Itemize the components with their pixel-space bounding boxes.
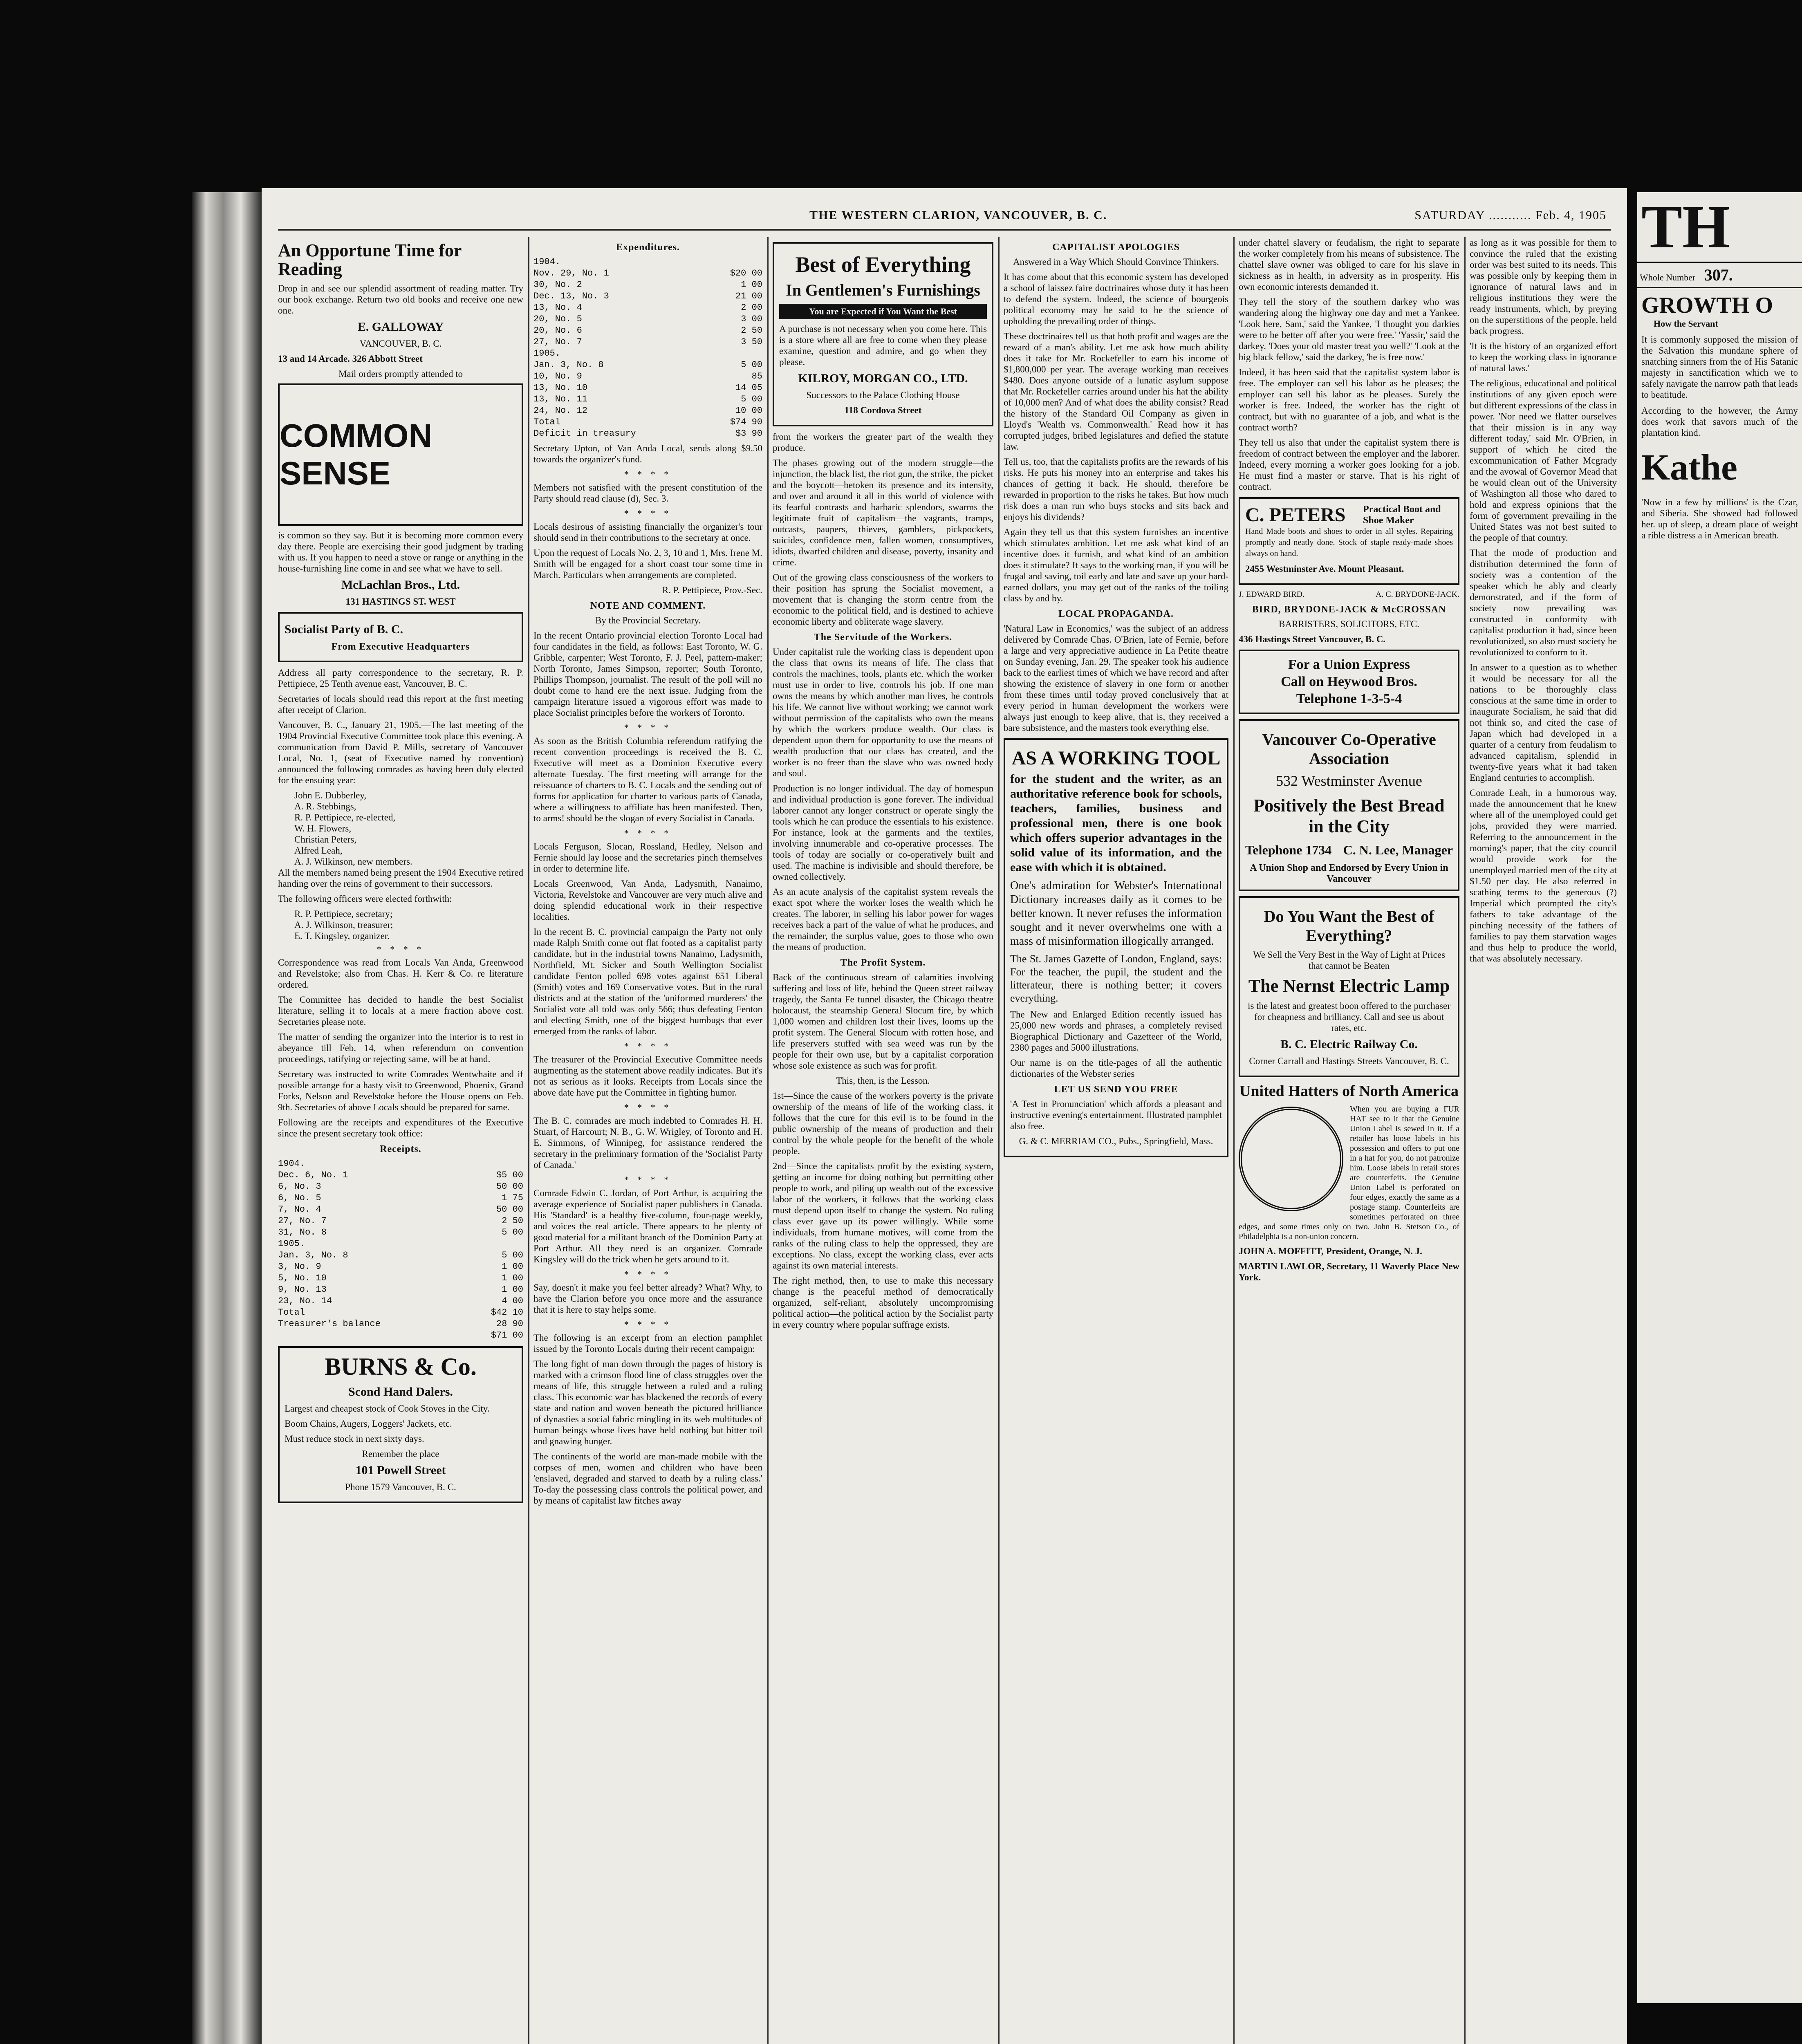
- article-text: That the mode of production and distribution determined the form of society was a contention of the speaker which he ably and clearly demonstrated, and if the form of society now prevailing was constructed in conformity with capitalist production it had, since been revolutionized, so also must society be revolutionized to conform to it.: [1470, 548, 1617, 657]
- ledger-amount: 5 00: [741, 360, 762, 370]
- separator: * * * *: [624, 828, 672, 838]
- article-text: Back of the continuous stream of calamities involving suffering and loss of life, behind the Queen street railway tragedy, the Santa Fe tunnel disaster, the Chicago theatre holocaust, the steamship General Slocum fire, by which 1,000 women and children lost their lives, looms up the profit system. The General Slocum with rotten hose, and life preservers stuffed with sea weed was run by the people for their own use, but by a capitalist corporation whose sole existence as such was for profit.: [773, 972, 993, 1071]
- notes-heading: NOTE AND COMMENT.: [590, 601, 706, 611]
- ledger-amount: 2 50: [502, 1216, 523, 1226]
- express-line: For a Union Express: [1288, 657, 1410, 672]
- ledger-row: [533, 382, 762, 394]
- ledger-label: Dec. 13, No. 3: [533, 291, 609, 301]
- column-rule: [1464, 237, 1466, 2044]
- ledger-label: Total: [278, 1307, 305, 1318]
- article-text: They tell us also that under the capitalist system there is freedom of contract between the employer and the laborer. Indeed, every morning a worker goes looking for a job. He must find a master or starve. That is his right of contract.: [1239, 437, 1459, 492]
- spbc-text: All the members named being present the 1904 Executive retired handing over the reins of government to their successors.: [278, 867, 523, 889]
- kilroy-body: A purchase is not necessary when you come here. This is a store where all are free to come when they please examine, question and admire, and go when they please.: [779, 324, 987, 367]
- ledger-row: [278, 1192, 523, 1204]
- facing-page-title: TH: [1641, 193, 1730, 261]
- separator: * * * *: [624, 1041, 672, 1051]
- ledger-label: 1904.: [278, 1159, 305, 1169]
- article-text: The right method, then, to use to make this necessary change is the peaceful method of democratically organized, self-reliant, absolutely uncompromising political action—the political action by the Socialist party in every country where popular suffrage exists.: [773, 1275, 993, 1330]
- peters-subtitle: Practical Boot and Shoe Maker: [1363, 504, 1441, 526]
- article-text: As soon as the British Columbia referendum ratifying the recent convention proceedings is received the B. C. Executive will meet as a Dominion Executive every alternate Tuesday. The first meeting will arrange for the reissuance of charters to B. C. Locals and the sending out of forms for application for charter to various parts of Canada, where a willingness to affiliate has been manifested. Then, to arms! should be the slogan of every Socialist in Canada.: [533, 736, 762, 823]
- ledger-row: [533, 291, 762, 302]
- column-3: [773, 237, 993, 2044]
- ledger-row: [278, 1181, 523, 1192]
- kilroy-address: 118 Cordova Street: [844, 405, 922, 415]
- article-text: These doctrinaires tell us that both profit and wages are the reward of a man's ability. Let me ask how much ability does it take for Mr. Rockefeller to earn his income of $1,800,000 per year. The average working man receives $480. Does anyone outside of a lunatic asylum suppose that Mr. Rockefeller carries around under his hat the ability of 10,000 men? And of what does the ability consist? Read the history of the Standard Oil Company as given in Lloyd's 'Wealth vs. Commonwealth.' Read how it has corrupted judges, bribed legislatures and defied the statute law.: [1004, 331, 1228, 452]
- list-item: Christian Peters,: [294, 834, 357, 845]
- article-text: Out of the growing class consciousness of the workers to their position has sprung the Socialist movement, a movement that is changing the storm centre from the economic to the political field, and is destined to achieve economic liberty and obliterate wage slavery.: [773, 572, 993, 627]
- issue-label: Whole Number: [1640, 272, 1696, 282]
- ledger-row: [278, 1307, 523, 1318]
- nernst-name: The Nernst Electric Lamp: [1248, 976, 1450, 996]
- facing-headline: GROWTH O: [1641, 293, 1773, 318]
- list-item: R. P. Pettipiece, secretary;: [294, 909, 393, 919]
- spbc-text: The matter of sending the organizer into the interior is to rest in abeyance till Feb. 14, when referendum on convention proceedings, ratifying or rejecting same, will be at hand.: [278, 1032, 523, 1064]
- ledger-row: [533, 428, 762, 439]
- ledger-label: Deficit in treasury: [533, 428, 636, 439]
- partner-name: J. EDWARD BIRD.: [1239, 590, 1305, 599]
- hatters-signature: MARTIN LAWLOR, Secretary, 11 Waverly Place New York.: [1239, 1261, 1459, 1282]
- spbc-text: Vancouver, B. C., January 21, 1905.—The last meeting of the 1904 Provincial Executive Committee took place this evening. A communication from David P. Mills, secretary of Vancouver Local, No. 1, (seat of Executive named by convention) announced the following comrades as having been duly elected for the ensuing year:: [278, 720, 523, 785]
- ledger-label: 23, No. 14: [278, 1296, 332, 1306]
- facing-page: [1637, 192, 1802, 2003]
- galloway-city: VANCOUVER, B. C.: [359, 338, 442, 349]
- galloway-heading: An Opportune Time for Reading: [278, 240, 462, 279]
- hatters-heading: United Hatters of North America: [1239, 1083, 1459, 1100]
- peters-ad: [1239, 497, 1459, 585]
- article-text: Under capitalist rule the working class is dependent upon the class that owns its means of life. The class that controls the machines, tools, plants etc. which the worker must use in order to live, controls his job. If one man owns the means by which another man lives, he controls his life. We cannot live without working; we cannot work without permission of the capitalists who own the means by which the workers produce wealth. Our class is dependent upon them for opportunity to use the means of wealth production that our class has created, and the worker is no freer than the slave who was owned body and soul.: [773, 647, 993, 778]
- coop-ad: [1239, 719, 1459, 891]
- receipts-heading: Receipts.: [380, 1144, 421, 1154]
- ledger-amount: 50 00: [496, 1181, 523, 1192]
- ledger-label: 20, No. 6: [533, 325, 582, 336]
- separator: * * * *: [624, 722, 672, 733]
- ledger-row: [533, 417, 762, 428]
- separator: * * * *: [624, 508, 672, 518]
- article-text: 'Natural Law in Economics,' was the subject of an address delivered by Comrade Chas. O'Brien, late of Fernie, before a large and very appreciative audience in La Petite theatre on Sunday evening, Jan. 29. The speaker took his audience back to the earliest times of which we have record and after showing the existence of slavery in one form or another from these times until today proved conclusively that at every period in human development the workers were always just enough to keep alive, that is, they received a bare subsistence, and the masters took everything else.: [1004, 623, 1228, 733]
- ledger-label: Treasurer's balance: [278, 1319, 381, 1329]
- ledger-label: 13, No. 10: [533, 383, 588, 393]
- ledger-label: 6, No. 5: [278, 1193, 321, 1203]
- column-2: [533, 237, 762, 2044]
- ledger-amount: $5 00: [496, 1170, 523, 1180]
- spbc-subheading: From Executive Headquarters: [331, 641, 470, 652]
- galloway-ad: [278, 241, 523, 379]
- ledger-amount: 85: [751, 371, 762, 381]
- ledger-amount: 4 00: [502, 1296, 523, 1306]
- issue-number: 307.: [1704, 266, 1733, 284]
- burns-body: Largest and cheapest stock of Cook Stoves in the City.: [285, 1403, 490, 1414]
- ledger-row: [278, 1158, 523, 1170]
- ledger-amount: 1 00: [502, 1284, 523, 1295]
- article-text: Production is no longer individual. The day of homespun and individual production is gone forever. The individual laborer cannot any longer construct or operate singly the tools which he can produce the essentials to his existence. For instance, look at the garments and the textiles, involving innumerable and co-operative processes. The tools of today are socially or co-operatively built and used. The machine is indivisible and should therefore, be owned collectively.: [773, 783, 993, 882]
- list-item: John E. Dubberley,: [294, 790, 367, 800]
- ledger-amount: $20 00: [730, 268, 762, 278]
- ledger-label: 20, No. 5: [533, 314, 582, 324]
- ledger-row: [533, 279, 762, 291]
- column-1: [278, 237, 523, 2044]
- mclachlan-firm: McLachlan Bros., Ltd.: [341, 578, 460, 592]
- ledger-row: [533, 336, 762, 348]
- article-text: The phases growing out of the modern struggle—the injunction, the black list, the riot gun, the strike, the picket and the boycott—betoken its presence and its intensity, and over and around it all in this world of violence with its fearful contrasts and barbaric splendors, swarms the legitimate fruit of capitalism—the vagrants, tramps, outcasts, paupers, thieves, gamblers, pickpockets, suicides, confidence men, fallen women, consumptives, idiots, dwarfed children and disease, poverty, insanity and crime.: [773, 458, 993, 567]
- ledger-row: [533, 302, 762, 314]
- ledger-row: [278, 1204, 523, 1215]
- column-rule: [998, 237, 1000, 2044]
- burns-subtitle: Scond Hand Dalers.: [348, 1385, 453, 1399]
- ledger-label: Jan. 3, No. 8: [533, 360, 604, 370]
- column-rule: [767, 237, 769, 2044]
- ledger-amount: 10 00: [735, 406, 762, 416]
- webster-body: One's admiration for Webster's International Dictionary increases daily as it comes to be better known. It never refuses the information sought and it never overwhelms one with a mass of misinformation illogically arranged.: [1010, 879, 1222, 948]
- ledger-amount: 5 00: [502, 1250, 523, 1260]
- law-firm-name: BIRD, BRYDONE-JACK & McCROSSAN: [1252, 604, 1446, 615]
- list-item: R. P. Pettipiece, re-elected,: [294, 812, 396, 823]
- ledger-amount: 2 50: [741, 325, 762, 336]
- common-sense-body: is common so they say. But it is becoming more common every day there. People are exercising their good judgment by trading with us. If you happen to need a stove or range or anything in the house-furnishing line come in and see what we have to sell.: [278, 530, 523, 574]
- ledger-row: [278, 1318, 523, 1330]
- peters-address: 2455 Westminster Ave. Mount Pleasant.: [1245, 564, 1404, 574]
- spbc-heading: Socialist Party of B. C.: [285, 623, 403, 636]
- separator: * * * *: [624, 1102, 672, 1112]
- ledger-row: [533, 325, 762, 336]
- ledger-amount: 3 00: [741, 314, 762, 324]
- law-firm-sub: BARRISTERS, SOLICITORS, ETC.: [1279, 619, 1419, 629]
- ledger-amount: 28 90: [496, 1319, 523, 1329]
- burns-body: Boom Chains, Augers, Loggers' Jackets, etc.: [285, 1419, 452, 1429]
- galloway-body: Drop in and see our splendid assortment of reading matter. Try our book exchange. Return two old books and receive one new one.: [278, 283, 523, 316]
- ledger-label: 9, No. 13: [278, 1284, 327, 1295]
- ledger-label: 27, No. 7: [533, 337, 582, 347]
- webster-free: LET US SEND YOU FREE: [1054, 1084, 1178, 1095]
- burns-phone: Phone 1579 Vancouver, B. C.: [345, 1482, 456, 1492]
- webster-body: The New and Enlarged Edition recently issued has 25,000 new words and phrases, a completely revised Biographical Dictionary and Gazetteer of the World, 2380 pages and 5000 illustrations.: [1010, 1009, 1222, 1053]
- common-sense-logo: COMMON SENSE: [278, 383, 523, 526]
- list-item: E. T. Kingsley, organizer.: [294, 931, 390, 941]
- article-text: under chattel slavery or feudalism, the right to separate the worker completely from his means of subsistence. The chattel slave owner was obliged to care for his slave in sickness as in health, in adversity as in prosperity. His own economic interests demanded it.: [1239, 238, 1459, 292]
- ledger-row: [278, 1330, 523, 1341]
- spbc-text: Secretaries of locals should read this report at the first meeting after receipt of Clarion.: [278, 694, 523, 715]
- column-rule: [528, 237, 529, 2044]
- list-item: A. J. Wilkinson, new members.: [294, 856, 412, 867]
- bcer-name: B. C. Electric Railway Co.: [1280, 1038, 1418, 1051]
- article-text: 'It is the history of an organized effort to keep the working class in ignorance of natural laws.': [1470, 341, 1617, 373]
- member-list: [278, 790, 523, 867]
- ledger-amount: 3 50: [741, 337, 762, 347]
- kilroy-note: Successors to the Palace Clothing House: [806, 390, 960, 400]
- article-text: In answer to a question as to whether it would be necessary for all the nations to be thoroughly class conscious at the same time in order to inaugurate Socialism, he said that did not think so, and cited the case of Japan which had developed in a quarter of a century from feudalism to advanced capitalism, splendid in twenty-five years what it had taken England centuries to accomplish.: [1470, 662, 1617, 783]
- galloway-name: E. GALLOWAY: [357, 320, 444, 334]
- coop-heading: Vancouver Co-Operative Association: [1262, 730, 1436, 768]
- article-text: Secretary Upton, of Van Anda Local, sends along $9.50 towards the organizer's fund.: [533, 443, 762, 464]
- article-text: This, then, is the Lesson.: [836, 1076, 930, 1086]
- article-text: Locals Ferguson, Slocan, Rossland, Hedley, Nelson and Fernie should lay loose and the secretaries pinch themselves in order to determine life.: [533, 841, 762, 874]
- ledger-amount: 1 75: [502, 1193, 523, 1203]
- nernst-ad: [1239, 896, 1459, 1077]
- ledger-row: [533, 256, 762, 268]
- ledger-row: [278, 1273, 523, 1284]
- webster-body: The St. James Gazette of London, England, says: For the teacher, the pupil, the student and the litterateur, there is nothing better; it covers everything.: [1010, 953, 1222, 1004]
- webster-body: for the student and the writer, as an authoritative reference book for schools, teachers, families, business and professional men, there is one book which offers superior advantages in the solid value of its information, and the ease with which it is obtained.: [1010, 772, 1222, 874]
- ledger-label: 13, No. 11: [533, 394, 588, 404]
- galloway-note: Mail orders promptly attended to: [338, 369, 463, 379]
- article-text: As an acute analysis of the capitalist system reveals the exact spot where the worker loses the wealth which he creates. The laborer, in selling his labor power for wages receives back a part of the value of what he produces, and the remainder, the surplus value, goes to those who own the means of production.: [773, 887, 993, 952]
- ledger-row: [278, 1284, 523, 1295]
- expenditures-heading: Expenditures.: [616, 242, 680, 253]
- ledger-amount: 5 00: [502, 1227, 523, 1237]
- coop-slogan: Positively the Best Bread in the City: [1253, 796, 1445, 836]
- facing-headline: Kathe: [1641, 447, 1737, 488]
- ledger-amount: $71 00: [491, 1330, 523, 1340]
- section-heading: The Profit System.: [840, 957, 926, 968]
- column-4: [1004, 237, 1228, 2044]
- article-text: The B. C. comrades are much indebted to Comrades H. H. Stuart, of Harcourt; N. B., G. W. Wrigley, of Toronto and H. E. Simmons, of Winnipeg, for assistance rendered the secretary in the preliminary formation of the 'Socialist Party of Canada.': [533, 1116, 762, 1170]
- ledger-amount: 1 00: [502, 1262, 523, 1272]
- kilroy-subheading: In Gentlemen's Furnishings: [786, 281, 980, 299]
- ledger-amount: 50 00: [496, 1204, 523, 1215]
- ledger-row: [278, 1261, 523, 1273]
- article-text: Say, doesn't it make you feel better already? What? Why, to have the Clarion before you once more and the assurance that it is here to stay helps some.: [533, 1282, 762, 1315]
- section-heading: LOCAL PROPAGANDA.: [1058, 609, 1174, 619]
- coop-address: 532 Westminster Avenue: [1276, 773, 1422, 789]
- ledger-row: [278, 1227, 523, 1238]
- coop-manager: C. N. Lee, Manager: [1343, 843, 1453, 857]
- list-item: A. J. Wilkinson, treasurer;: [294, 920, 393, 930]
- article-text: The continents of the world are man-made mobile with the corpses of men, women and children who have been 'enslaved, degraded and starved to death by a ruling class.' To-day the possessing class controls the political power, and by means of capitalist law fitches away: [533, 1451, 762, 1506]
- ledger-label: 1905.: [533, 348, 561, 359]
- article-text: Indeed, it has been said that the capitalist system labor is free. The employer can sell his labor as he pleases; the employer can sell his labor as he pleases. Surely the worker is free. Indeed, the worker has the right of contract, but with no guarantee of a job, and what is the contract worth?: [1239, 367, 1459, 433]
- facing-subheading: How the Servant: [1654, 318, 1718, 329]
- spbc-box: [278, 612, 523, 662]
- list-item: Alfred Leah,: [294, 845, 343, 856]
- peters-name: C. PETERS: [1245, 504, 1346, 526]
- law-firm-ad: [1239, 590, 1459, 645]
- article-subheading: Answered in a Way Which Should Convince Thinkers.: [1013, 257, 1219, 267]
- officer-list: [278, 908, 523, 941]
- ledger-label: 10, No. 9: [533, 371, 582, 381]
- article-text: Again they tell us that this system furnishes an incentive which stimulates ambition. Let me ask what kind of an incentive does it furnish, and what kind of an ambition does it stimulate? It says to the working man, if you will be frugal and saving, toil early and late and save up your hard-earned dollars, you may get out of the ranks of the toiling class by and by.: [1004, 527, 1228, 603]
- spbc-text: The following officers were elected forthwith:: [278, 894, 452, 904]
- hatters-ad: [1239, 1082, 1459, 1283]
- column-5: [1239, 237, 1459, 2044]
- separator: * * * *: [624, 1269, 672, 1279]
- coop-telephone: Telephone 1734: [1245, 843, 1332, 857]
- peters-body: Hand Made boots and shoes to order in all styles. Repairing promptly and neatly done. Stock of staple ready-made shoes always on hand.: [1245, 527, 1453, 558]
- page-header: [278, 204, 1611, 231]
- masthead-date: SATURDAY ........... Feb. 4, 1905: [1414, 208, 1607, 222]
- article-text: 2nd—Since the capitalists profit by the existing system, getting an income for doing nothing but permitting other people to work, and piling up wealth out of the excessive labor of the workers, it follows that the working class must depend upon itself to change the system. No ruling class ever gave up its power willingly. While some individuals, from humane motives, will come from the ranks of the ruling class to help the oppressed, they are exceptions. No class, except the working class, ever acts against its own material interests.: [773, 1161, 993, 1271]
- ledger-amount: 5 00: [741, 394, 762, 404]
- webster-ad: [1004, 738, 1228, 1157]
- nernst-body: We Sell the Very Best in the Way of Light at Prices that cannot be Beaten: [1253, 950, 1446, 971]
- ledger-label: Nov. 29, No. 1: [533, 268, 609, 278]
- burns-ad: [278, 1346, 523, 1503]
- ledger-row: [533, 314, 762, 325]
- burns-name: BURNS & Co.: [325, 1353, 477, 1380]
- article-text: In the recent Ontario provincial election Toronto Local had four candidates in the field, as follows: East Toronto, W. G. Gribble, carpenter; West Toronto, F. J. Peel, pattern-maker; North Toronto, James Simpson, reporter; South Toronto, Phillips Thompson, journalist. The result of the poll will no doubt come to hand ere the next issue. Judging from the campaign literature issued a vigorous effort was made to place Socialist principles before the workers of Toronto.: [533, 630, 762, 718]
- article-text: Upon the request of Locals No. 2, 3, 10 and 1, Mrs. Irene M. Smith will be engaged for a short coast tour some time in March. Particulars when arrangements are completed.: [533, 548, 762, 580]
- kilroy-ad: [773, 242, 993, 426]
- article-text: The religious, educational and political institutions of any given epoch were but different expressions of the class in power. 'Nor need we flatter ourselves that their mission is in any way different today,' said Mr. O'Brien, in support of which he cited the excommunication of Father Mcgrady and the avowal of Governor Mead that he would clean out of the University of Washington all those who dared to hold and express opinions that the form of government prevailing in the United States was not best suited to the people of that country.: [1470, 378, 1617, 543]
- express-line: Call on Heywood Bros.: [1281, 674, 1417, 689]
- ledger-amount: 14 05: [735, 383, 762, 393]
- article-text: 1st—Since the cause of the workers poverty is the private ownership of the means of life of the working class, it follows that the cure for this evil is to be found in the public ownership of the means of production and their control by the whole people for the benefit of the whole people.: [773, 1091, 993, 1156]
- column-6: [1470, 237, 1617, 2044]
- ledger-row: [533, 371, 762, 382]
- spbc-text: The Committee has decided to handle the best Socialist literature, selling it to locals at a mere fraction above cost. Secretaries please note.: [278, 995, 523, 1027]
- article-text: Tell us, too, that the capitalists profits are the rewards of his risks. He puts his money into an enterprise and takes his chances of getting it back. He should, therefore be rewarded in proportion to the risks he takes. But how much risk does a man run who buys stocks and sits back and enjoys his dividends?: [1004, 457, 1228, 522]
- ledger-label: Total: [533, 417, 561, 427]
- kilroy-firm: KILROY, MORGAN CO., LTD.: [798, 372, 968, 385]
- ledger-label: 27, No. 7: [278, 1216, 327, 1226]
- burns-body: Must reduce stock in next sixty days.: [285, 1434, 424, 1444]
- ledger-row: [533, 348, 762, 359]
- ledger-row: [533, 394, 762, 405]
- article-text: The long fight of man down through the pages of history is marked with a crimson flood line of class struggles over the means of life, this struggle between a ruled and a ruling class. This economic war has blackened the records of every state and nation and woven beneath the pictured brilliance of dynasties a social fabric mingling in its web multitudes of human beings whose lives have held nothing but bitter toil and gnawing hunger.: [533, 1359, 762, 1446]
- article-text: The following is an excerpt from an election pamphlet issued by the Toronto Locals during their recent campaign:: [533, 1333, 762, 1354]
- expenditures-ledger: [533, 256, 762, 439]
- ledger-row: [278, 1215, 523, 1227]
- ledger-label: 3, No. 9: [278, 1262, 321, 1272]
- article-text: Locals Greenwood, Van Anda, Ladysmith, Nanaimo, Victoria, Revelstoke and Vancouver are very much alive and doing splendid educational work in their respective localities.: [533, 879, 762, 922]
- newspaper-page: [262, 188, 1627, 2044]
- ledger-row: [533, 359, 762, 371]
- separator: * * * *: [624, 469, 672, 479]
- mclachlan-address: 131 HASTINGS ST. WEST: [345, 596, 456, 607]
- article-text: Members not satisfied with the present constitution of the Party should read clause (d), Sec. 3.: [533, 482, 762, 504]
- ledger-row: [533, 405, 762, 417]
- separator: * * * *: [377, 944, 425, 954]
- ledger-amount: 1 00: [741, 280, 762, 290]
- ledger-row: [533, 268, 762, 279]
- article-text: They tell the story of the southern darkey who was wandering along the highway one day and met a Yankee. 'Look here, Sam,' said the Yankee, 'I thought you darkies were to be better off after you were free.' 'Yassir,' said the darkey. 'Does your old master treat you well?' 'Look at the big black fellow,' said the darkey, 'he is free now.': [1239, 297, 1459, 362]
- ledger-label: 1904.: [533, 257, 561, 267]
- list-item: W. H. Flowers,: [294, 823, 352, 834]
- hatters-body: When you are buying a FUR HAT see to it that the Genuine Union Label is sewed in it. If a retailer has loose labels in his possession and offers to put one in a hat for you, do not patronize him. Loose labels in retail stores are counterfeits. The Genuine Union Label is perforated on four edges, exactly the same as a postage stamp. Counterfeits are sometimes perforated on three edges, and some times only on two. John B. Stetson Co., of Philadelphia is a non-union concern.: [1239, 1105, 1459, 1241]
- spbc-text: Address all party correspondence to the secretary, R. P. Pettipiece, 25 Tenth avenue east, Vancouver, B. C.: [278, 668, 523, 689]
- signature: R. P. Pettipiece, Prov.-Sec.: [662, 585, 762, 595]
- ledger-row: [278, 1238, 523, 1250]
- nernst-heading: Do You Want the Best of Everything?: [1264, 907, 1434, 945]
- ledger-amount: $3 90: [735, 428, 762, 439]
- article-text: In the recent B. C. provincial campaign the Party not only made Ralph Smith come out flat footed as a capitalist party candidate, but in the industrial towns Nanaimo, Ladysmith, Northfield, Mt. Sicker and South Wellington Socialist candidate Fenton polled 698 votes against 651 Liberal (Smith) votes and 169 Conservative votes. But in the rural districts and at the station of the 'uniformed murderers' the Socialist vote all told was only 566; thus defeating Fenton and electing Smith, one of the biggest humbugs that ever emerged from the ranks of labor.: [533, 927, 762, 1036]
- ledger-amount: $42 10: [491, 1307, 523, 1318]
- ledger-amount: 1 00: [502, 1273, 523, 1283]
- article-text: 'Now in a few by millions' is the Czar, and Siberia. She showed had followed her. up of sleep, a dream place of weight a rible distress a in American breath.: [1641, 497, 1798, 540]
- separator: * * * *: [624, 1174, 672, 1185]
- webster-heading: AS A WORKING TOOL: [1011, 747, 1221, 769]
- ledger-amount: 2 00: [741, 303, 762, 313]
- burns-remember: Remember the place: [362, 1449, 439, 1459]
- kilroy-heading: Best of Everything: [795, 252, 971, 277]
- spbc-text: Following are the receipts and expenditures of the Executive since the present secretary took office:: [278, 1117, 523, 1139]
- hatters-signature: JOHN A. MOFFITT, President, Orange, N. J.: [1239, 1246, 1422, 1256]
- receipts-ledger: [278, 1158, 523, 1341]
- ledger-label: 31, No. 8: [278, 1227, 327, 1237]
- ledger-label: 24, No. 12: [533, 406, 588, 416]
- spbc-text: Secretary was instructed to write Comrades Wentwhaite and if possible arrange for a hasty visit to Greenwood, Phoenix, Grand Forks, Nelson and Revelstoke before the House opens on Feb. 9th. Secretaries of above Locals should be prepared for same.: [278, 1069, 523, 1112]
- article-text: The treasurer of the Provincial Executive Committee needs augmenting as the statement above readily indicates. But it's not as serious as it looks. Receipts from Locals since the above date have put the Committee in fighting humor.: [533, 1054, 762, 1098]
- book-spine: [192, 192, 262, 2044]
- article-text: from the workers the greater part of the wealth they produce.: [773, 432, 993, 453]
- ledger-label: 6, No. 3: [278, 1181, 321, 1192]
- ledger-label: 5, No. 10: [278, 1273, 327, 1283]
- galloway-address: 13 and 14 Arcade. 326 Abbott Street: [278, 354, 423, 364]
- ledger-row: [278, 1295, 523, 1307]
- ledger-row: [278, 1250, 523, 1261]
- article-text: as long as it was possible for them to convince the ruled that the existing order was best suited to its needs. This was possible only by keeping them in ignorance of natural laws and in religious institutions they were the ready instruments, which, by preying on the superstitions of the people, held back progress.: [1470, 238, 1617, 336]
- ledger-label: Jan. 3, No. 8: [278, 1250, 348, 1260]
- ledger-row: [278, 1170, 523, 1181]
- webster-body: Our name is on the title-pages of all the authentic dictionaries of the Webster series: [1010, 1058, 1222, 1079]
- burns-address: 101 Powell Street: [355, 1464, 446, 1477]
- article-text: Locals desirous of assisting financially the organizer's tour should send in their contributions to the secretary at once.: [533, 522, 762, 543]
- ledger-label: 7, No. 4: [278, 1204, 321, 1215]
- bcer-address: Corner Carrall and Hastings Streets Vancouver, B. C.: [1249, 1056, 1449, 1066]
- separator: * * * *: [624, 1319, 672, 1329]
- article-text: Comrade Leah, in a humorous way, made the announcement that he knew where all of the unemployed could get jobs, provided they were married. Referring to the announcement in the morning's paper, that the city council would provide work for the unemployed married men of the city at $1.50 per day. He also referred in scathing terms to the generous (?) Imperial which prompted the city's fathers to take advantage of the pinching necessity of the fathers of families to pay them starvation wages and thus help to produce the world, that was absolutely necessary.: [1470, 788, 1617, 964]
- union-label-seal: [1239, 1107, 1343, 1211]
- express-ad: [1239, 650, 1459, 714]
- article-text: It has come about that this economic system has developed a school of laissez faire doctrinaires whose duty it has been to defend the system. Indeed, the science of bourgeois political economy may be said to be the science of upholding the prevailing order of things.: [1004, 272, 1228, 326]
- kilroy-tagline: You are Expected if You Want the Best: [779, 304, 987, 319]
- ledger-label: 30, No. 2: [533, 280, 582, 290]
- common-sense-ad: [278, 383, 523, 607]
- column-rule: [1233, 237, 1235, 2044]
- ledger-label: Dec. 6, No. 1: [278, 1170, 348, 1180]
- webster-publisher: G. & C. MERRIAM CO., Pubs., Springfield, Mass.: [1019, 1136, 1213, 1146]
- article-text: According to the however, the Army does work that savors much of the plantation kind.: [1641, 406, 1798, 438]
- partner-name: A. C. BRYDONE-JACK.: [1375, 590, 1459, 599]
- express-line: Telephone 1-3-5-4: [1296, 691, 1402, 706]
- spbc-text: Correspondence was read from Locals Van Anda, Greenwood and Revelstoke; also from Chas. H. Kerr & Co. re literature ordered.: [278, 957, 523, 990]
- coop-union-note: A Union Shop and Endorsed by Every Union in Vancouver: [1250, 863, 1448, 884]
- ledger-amount: $74 90: [730, 417, 762, 427]
- law-firm-address: 436 Hastings Street Vancouver, B. C.: [1239, 634, 1386, 644]
- article-text: Comrade Edwin C. Jordan, of Port Arthur, is acquiring the average experience of Socialist paper publishers in Canada. His 'Standard' is a healthy five-column, four-page weekly, and voices the real article. There appears to be plenty of good material for a militant branch of the Dominion Party at Port Arthur. All they need is an organizer. Comrade Kingsley will do the trick when he gets around to it.: [533, 1188, 762, 1264]
- nernst-body: is the latest and greatest boon offered to the purchaser for cheapness and brilliancy. Call and see us about rates, etc.: [1248, 1001, 1450, 1033]
- article-text: It is commonly supposed the mission of the Salvation this mundane sphere of snatching sinners from the of His Satanic majesty in sanctification which we to safely navigate the narrow path that leads to beatitude.: [1641, 334, 1798, 400]
- ledger-label: 13, No. 4: [533, 303, 582, 313]
- webster-body: 'A Test in Pronunciation' which affords a pleasant and instructive evening's entertainment. Illustrated pamphlet also free.: [1010, 1099, 1222, 1131]
- masthead-title: THE WESTERN CLARION, VANCOUVER, B. C.: [809, 208, 1107, 222]
- notes-byline: By the Provincial Secretary.: [595, 615, 701, 625]
- article-headline: CAPITALIST APOLOGIES: [1052, 242, 1180, 253]
- list-item: A. R. Stebbings,: [294, 801, 356, 811]
- ledger-amount: 21 00: [735, 291, 762, 301]
- ledger-label: 1905.: [278, 1239, 305, 1249]
- section-heading: The Servitude of the Workers.: [814, 632, 953, 643]
